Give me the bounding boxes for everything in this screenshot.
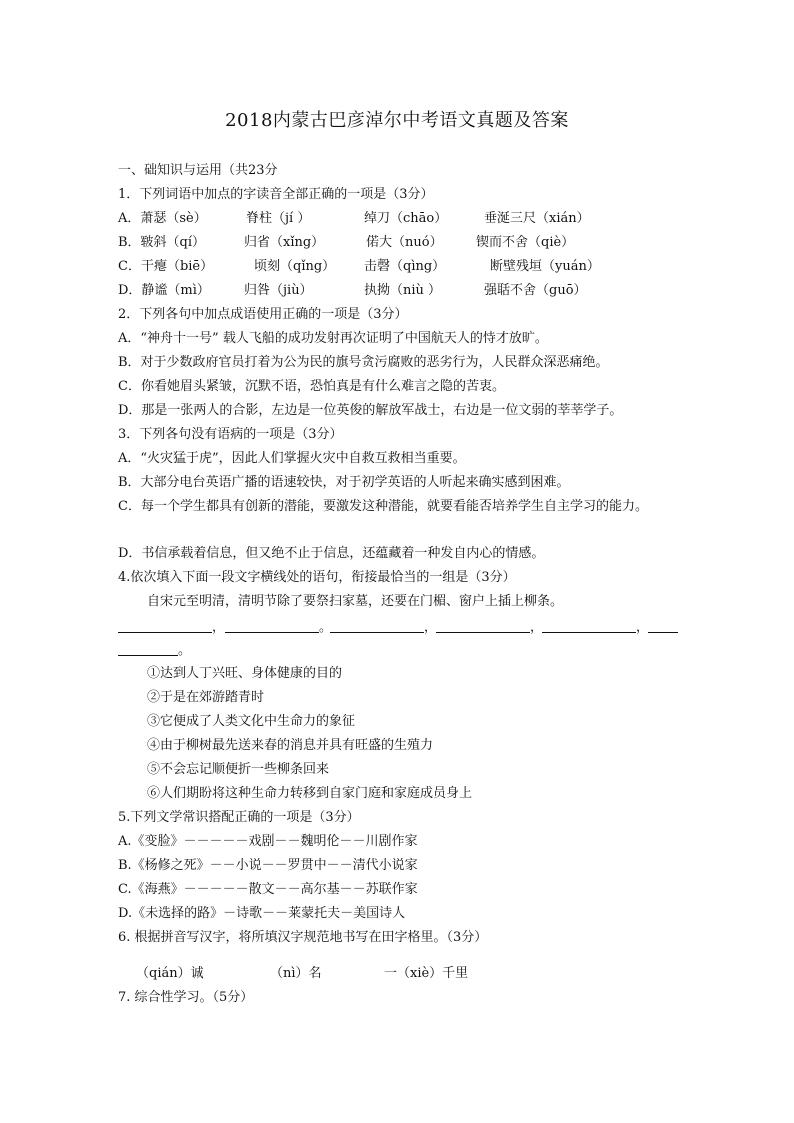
question-1-row-a [118,211,718,227]
pinyin-item: （nì）名 [270,966,322,981]
blank-separator: 。 [319,620,333,635]
question-4-item-3: ③它便成了人类文化中生命力的象征 [147,714,356,729]
fill-blank[interactable] [225,620,319,638]
option-word: 执拗（niù ） [364,283,442,298]
question-1-stem: 1．下列词语中加点的字读音全部正确的一项是（3分） [118,187,434,202]
question-3-option-c: C．每一个学生都具有创新的潜能，要激发这种潜能，就要看能否培养学生自主学习的能力。 [118,499,648,514]
question-2-stem: 2．下列各句中加点成语使用正确的一项是（3分） [118,307,408,322]
question-7-stem: 7. 综合性学习。（5分） [118,990,254,1005]
pinyin-item: （qián）诚 [136,966,204,981]
option-word: A．萧瑟（sè） [118,211,207,226]
option-word: 归省（xǐng） [244,235,325,250]
blank-separator: 。 [178,643,192,658]
question-5-stem: 5.下列文学常识搭配正确的一项是（3分） [118,810,360,825]
question-3-option-a: A．“火灾猛于虎”，因此人们掌握火灾中自救互救相当重要。 [118,451,466,466]
option-word: 强聒不舍（guō） [484,283,587,298]
option-word: 垂涎三尺（xián） [484,211,590,226]
question-1-row-d [118,283,718,299]
question-4-item-1: ①达到人丁兴旺、身体健康的目的 [147,666,343,681]
question-5-option-c: C.《海燕》－－－－－散文－－高尔基－－苏联作家 [118,882,418,897]
question-4-item-4: ④由于柳树最先送来春的消息并具有旺盛的生殖力 [147,738,434,753]
option-word: 顷刻（qǐng） [254,259,336,274]
blank-separator: ， [636,620,650,635]
question-6-stem: 6. 根据拼音写汉字，将所填汉字规范地书写在田字格里。（3分） [118,930,488,945]
question-2-option-d: D．那是一张两人的合影，左边是一位英俊的解放军战士，右边是一位文弱的莘莘学子。 [118,403,623,418]
blank-separator: ， [424,620,438,635]
question-5-option-b: B.《杨修之死》－－小说－－罗贯中－－清代小说家 [118,858,418,873]
question-4-item-5: ⑤不会忘记顺便折一些柳条回来 [147,762,330,777]
fill-blank[interactable] [330,620,424,638]
question-2-option-a: A．“神舟十一号” 载人飞船的成功发射再次证明了中国航天人的恃才放旷。 [118,331,548,346]
blank-separator: ， [212,620,226,635]
question-4-item-2: ②于是在郊游踏青时 [147,690,265,705]
option-word: B．皲斜（qí） [118,235,206,250]
answer-blanks-line [118,620,678,636]
section-heading: 一、础知识与运用（共23分 [118,163,278,178]
page-title: 2018内蒙古巴彦淖尔中考语文真题及答案 [225,110,569,131]
question-1-row-c [118,259,718,275]
question-4-stem: 4.依次填入下面一段文字横线处的语句，衔接最恰当的一组是（3分） [118,570,516,585]
blank-separator: ， [530,620,544,635]
question-2-option-c: C．你看她眉头紧皱，沉默不语，恐怕真是有什么难言之隐的苦衷。 [118,379,505,394]
fill-blank[interactable] [436,620,530,638]
question-2-option-b: B．对于少数政府官员打着为公为民的旗号贪污腐败的恶劣行为，人民群众深恶痛绝。 [118,355,609,370]
fill-blank[interactable] [648,620,678,638]
question-3-option-d: D．书信承载着信息，但又绝不止于信息，还蕴藏着一种发自内心的情感。 [118,546,545,561]
option-word: 绰刀（chāo） [364,211,448,226]
option-word: D．静谧（mì） [118,283,210,298]
fill-blank[interactable] [542,620,636,638]
option-word: 偌大（nuó） [366,235,443,250]
question-4-item-6: ⑥人们期盼将这种生命力转移到自家门庭和家庭成员身上 [147,786,473,801]
question-1-row-b [118,235,718,251]
option-word: C．干瘪（biē） [118,259,214,274]
option-word: 脊柱（jí ） [246,211,311,226]
answer-blanks-line-2 [118,643,238,659]
option-word: 锲而不舍（qiè） [476,235,575,250]
option-word: 归咎（jiù） [244,283,313,298]
question-3-option-b: B．大部分电台英语广播的语速较快，对于初学英语的人听起来确实感到困难。 [118,475,570,490]
question-4-passage: 自宋元至明清，清明节除了要祭扫家墓，还要在门楣、窗户上插上柳条。 [147,594,564,609]
fill-blank[interactable] [118,620,212,638]
option-word: 击磬（qìng） [364,259,446,274]
question-5-option-d: D.《未选择的路》－诗歌－－莱蒙托夫－美国诗人 [118,906,406,921]
question-6-items [118,966,518,982]
question-3-stem: 3．下列各句没有语病的一项是（3分） [118,427,343,442]
option-word: 断壁残垣（yuán） [490,259,600,274]
fill-blank[interactable] [118,643,178,661]
question-5-option-a: A.《变脸》－－－－－戏剧－－魏明伦－－川剧作家 [118,834,418,849]
pinyin-item: 一（xiè）千里 [384,966,469,981]
